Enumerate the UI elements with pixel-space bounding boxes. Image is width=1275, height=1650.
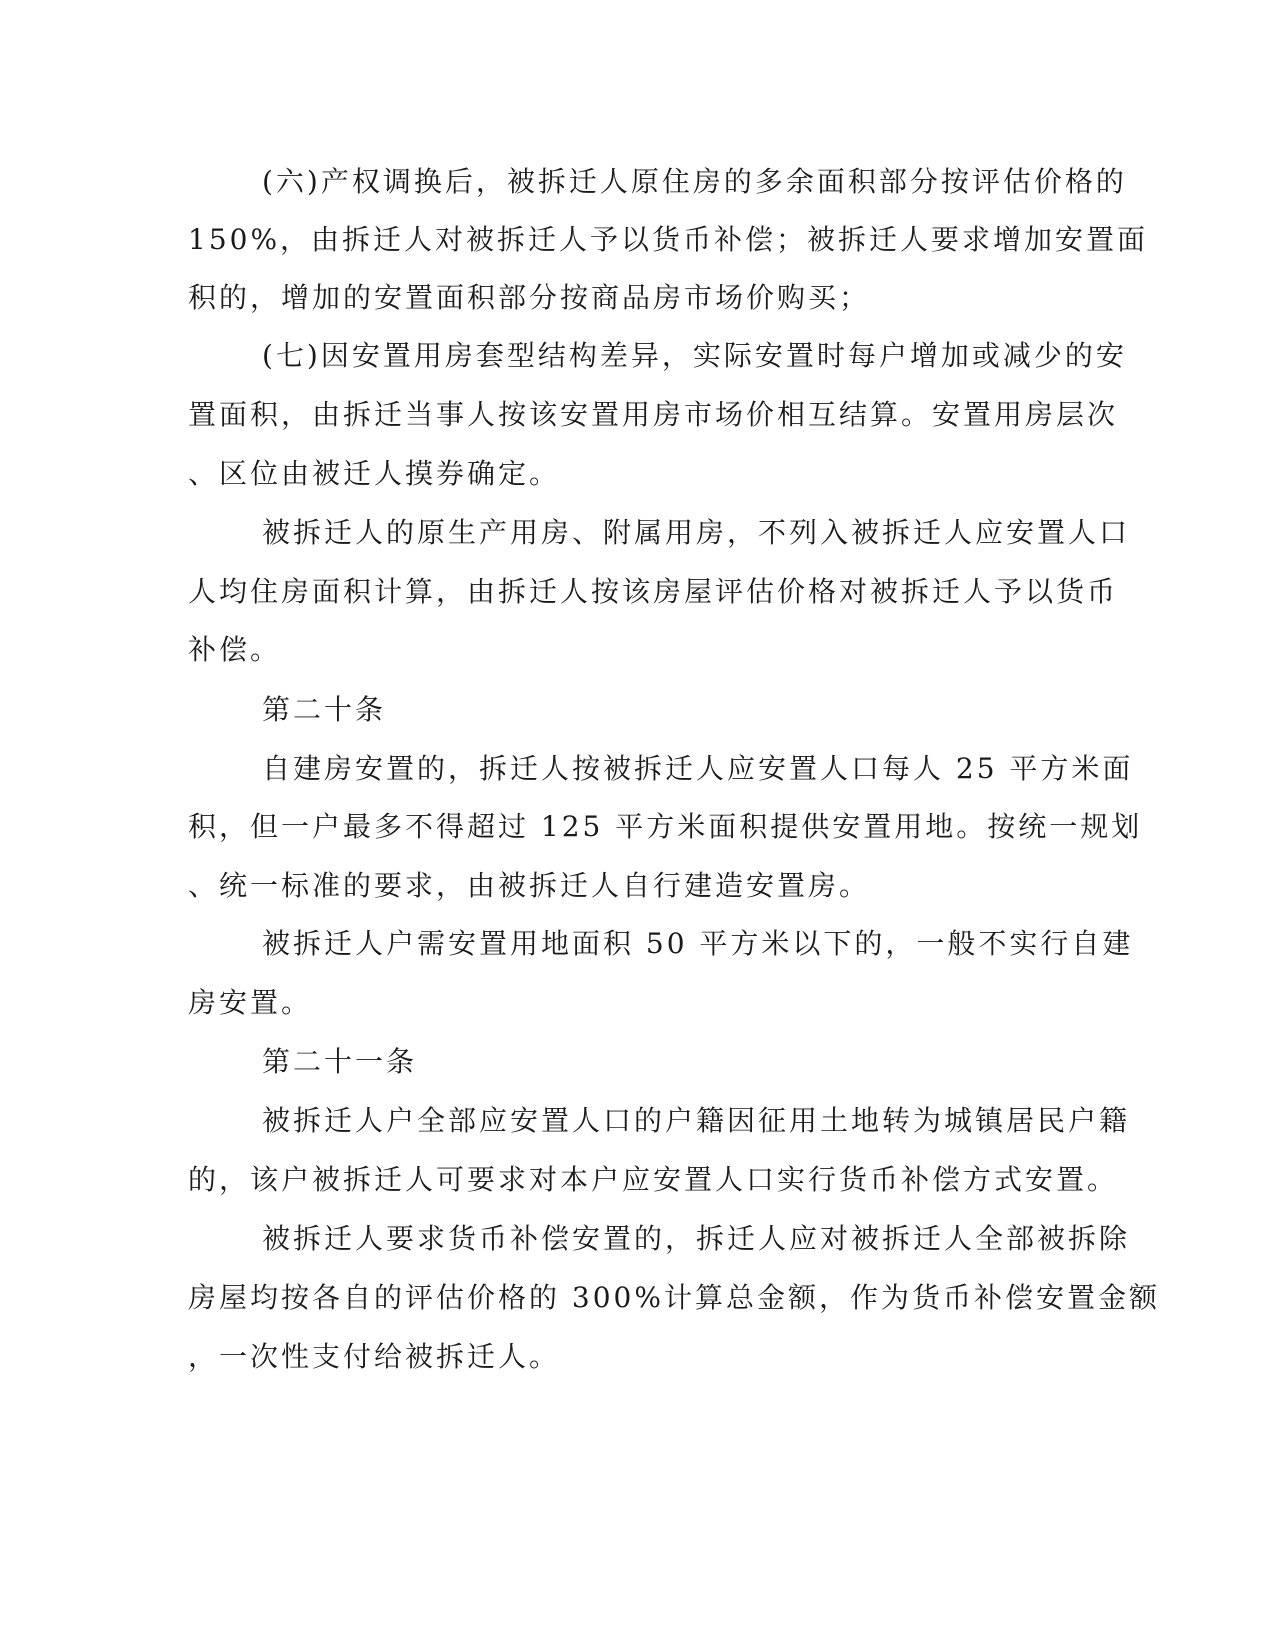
article-heading: 第二十一条	[262, 1045, 418, 1078]
text-line: 房安置。	[188, 986, 313, 1019]
article-heading: 第二十条	[262, 693, 387, 726]
text-line: 、区位由被迁人摸券确定。	[188, 457, 561, 490]
text-line: 被拆迁人户需安置用地面积 50 平方米以下的，一般不实行自建	[262, 927, 1134, 960]
text-line: 积的，增加的安置面积部分按商品房市场价购买；	[188, 281, 871, 314]
text-line: ，一次性支付给被拆迁人。	[188, 1340, 561, 1373]
text-line: (六)产权调换后，被拆迁人原住房的多余面积部分按评估价格的	[262, 165, 1127, 198]
text-line: 自建房安置的，拆迁人按被拆迁人应安置人口每人 25 平方米面	[262, 752, 1134, 785]
text-line: (七)因安置用房套型结构差异，实际安置时每户增加或减少的安	[262, 339, 1127, 372]
text-line: 的，该户被拆迁人可要求对本户应安置人口实行货币补偿方式安置。	[188, 1163, 1119, 1196]
text-line: 积，但一户最多不得超过 125 平方米面积提供安置用地。按统一规划	[188, 810, 1143, 843]
text-line: 房屋均按各自的评估价格的 300%计算总金额，作为货币补偿安置金额	[188, 1281, 1160, 1314]
text-line: 补偿。	[188, 633, 282, 666]
text-line: 、统一标准的要求，由被拆迁人自行建造安置房。	[188, 869, 871, 902]
text-line: 150%，由拆迁人对被拆迁人予以货币补偿；被拆迁人要求增加安置面	[188, 223, 1149, 256]
text-line: 被拆迁人的原生产用房、附属用房，不列入被拆迁人应安置人口	[262, 516, 1131, 549]
text-line: 置面积，由拆迁当事人按该安置用房市场价相互结算。安置用房层次	[188, 398, 1119, 431]
text-line: 被拆迁人户全部应安置人口的户籍因征用土地转为城镇居民户籍	[262, 1104, 1131, 1137]
text-line: 人均住房面积计算，由拆迁人按该房屋评估价格对被拆迁人予以货币	[188, 575, 1119, 608]
text-line: 被拆迁人要求货币补偿安置的，拆迁人应对被拆迁人全部被拆除	[262, 1222, 1131, 1255]
